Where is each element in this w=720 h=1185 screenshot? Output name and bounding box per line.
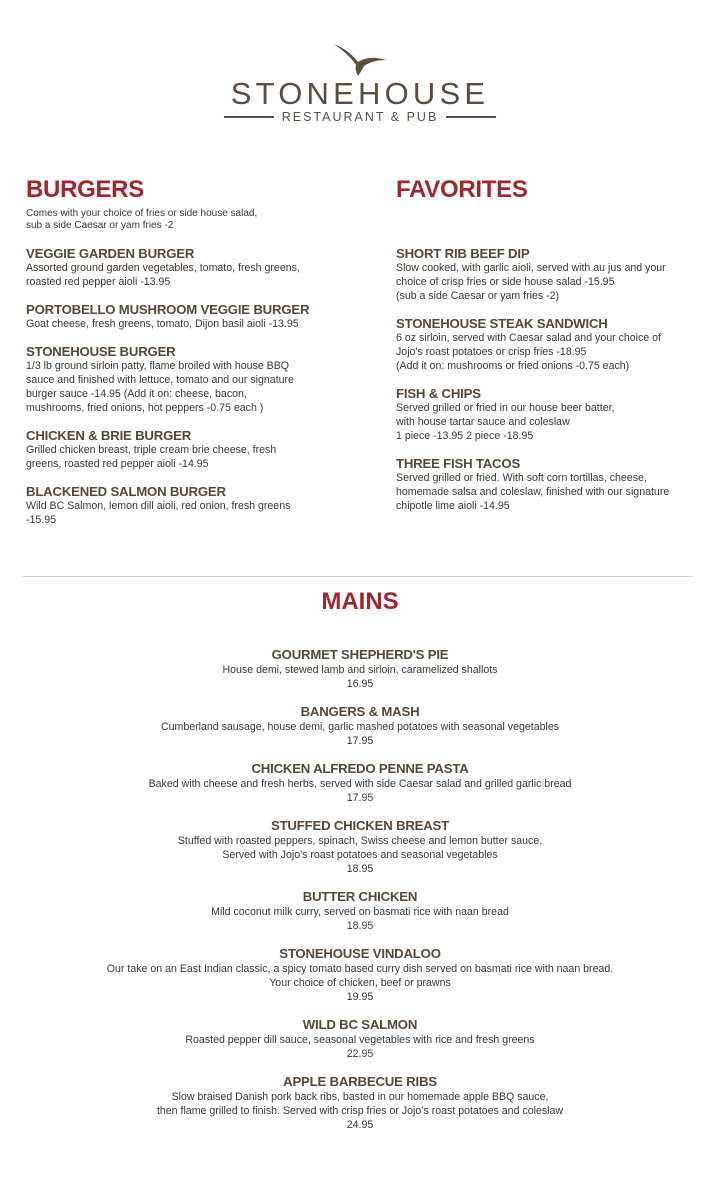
menu-item <box>396 246 720 303</box>
brand-tagline: RESTAURANT & PUB <box>281 110 439 124</box>
item-price: 19.95 <box>346 991 374 1003</box>
item-description: Served with Jojo's roast potatoes and seasonal vegetables <box>222 849 498 861</box>
burgers-section <box>26 176 356 540</box>
item-description: mushrooms, fried onions, hot peppers -0.75 each ) <box>26 402 264 414</box>
menu-item <box>0 1074 720 1132</box>
item-description: Wild BC Salmon, lemon dill aioli, red onion, fresh greens <box>26 500 291 512</box>
section-title: MAINS <box>321 588 399 615</box>
item-name: SHORT RIB BEEF DIP <box>396 246 530 261</box>
divider <box>224 116 274 118</box>
item-price: 17.95 <box>346 792 374 804</box>
item-name: APPLE BARBECUE RIBS <box>283 1074 437 1089</box>
menu-item <box>26 302 356 331</box>
menu-item <box>26 344 356 415</box>
bird-logo-icon <box>332 42 388 78</box>
menu-item <box>0 818 720 876</box>
item-description: House demi, stewed lamb and sirloin, caramelized shallots <box>222 664 498 676</box>
menu-item <box>26 484 356 527</box>
item-description: Cumberland sausage, house demi, garlic mashed potatoes with seasonal vegetables <box>160 721 560 733</box>
item-description: Grilled chicken breast, triple cream brie cheese, fresh <box>26 444 277 456</box>
item-price: 18.95 <box>346 920 374 932</box>
item-description: chipotle lime aioli -14.95 <box>396 500 510 512</box>
menu-item <box>396 316 720 373</box>
item-description: Served grilled or fried. With soft corn tortillas, cheese, <box>396 472 647 484</box>
section-title: FAVORITES <box>396 176 528 203</box>
section-intro-spacer <box>396 208 720 234</box>
item-description: with house tartar sauce and coleslaw <box>396 416 570 428</box>
item-name: BANGERS & MASH <box>300 704 420 719</box>
item-description: roasted red pepper aioli -13.95 <box>26 276 171 288</box>
brand-name: STONEHOUSE <box>230 76 490 111</box>
item-name: FISH & CHIPS <box>396 386 481 401</box>
intro-line: Comes with your choice of fries or side house salad, <box>26 208 258 219</box>
item-name: BLACKENED SALMON BURGER <box>26 484 226 499</box>
menu-item <box>0 889 720 933</box>
item-price: 17.95 <box>346 735 374 747</box>
item-description: Slow braised Danish pork back ribs, basted in our homemade apple BBQ sauce, <box>171 1091 549 1103</box>
item-description: homemade salsa and coleslaw, finished with our signature <box>396 486 670 498</box>
item-description: 6 oz sirloin, served with Caesar salad and your choice of <box>396 332 661 344</box>
item-name: STONEHOUSE VINDALOO <box>279 946 441 961</box>
item-description: Roasted pepper dill sauce, seasonal vegetables with rice and fresh greens <box>185 1034 535 1046</box>
brand-tagline-row <box>216 110 504 124</box>
item-price: 16.95 <box>346 678 374 690</box>
item-name: BUTTER CHICKEN <box>302 889 418 904</box>
menu-item <box>0 647 720 691</box>
section-intro <box>26 208 356 234</box>
menu-items <box>396 246 720 513</box>
item-name: WILD BC SALMON <box>302 1017 418 1032</box>
item-name: GOURMET SHEPHERD'S PIE <box>271 647 449 662</box>
menu-item <box>396 386 720 443</box>
menu-item <box>396 456 720 513</box>
menu-item <box>26 246 356 289</box>
item-description: Served grilled or fried in our house beer batter, <box>396 402 615 414</box>
item-description: Stuffed with roasted peppers, spinach, Swiss cheese and lemon butter sauce. <box>177 835 543 847</box>
item-description: sauce and finished with lettuce, tomato and our signature <box>26 374 294 386</box>
menu-item <box>0 946 720 1004</box>
menu-item <box>26 428 356 471</box>
item-name: STONEHOUSE BURGER <box>26 344 176 359</box>
item-description: Mild coconut milk curry, served on basmati rice with naan bread <box>211 906 509 918</box>
item-description: Slow cooked, with garlic aioli, served with au jus and your <box>396 262 666 274</box>
item-description: burger sauce -14.95 (Add it on: cheese, bacon, <box>26 388 247 400</box>
item-description: Baked with cheese and fresh herbs, served with side Caesar salad and grilled garlic bread <box>148 778 572 790</box>
item-description: choice of crisp fries or side house salad -15.95 <box>396 276 615 288</box>
item-description: (Add it on: mushrooms or fried onions -0.75 each) <box>396 360 630 372</box>
section-title: BURGERS <box>26 176 144 203</box>
item-description: Jojo's roast potatoes or crisp fries -18.95 <box>396 346 587 358</box>
item-description: greens, roasted red pepper aioli -14.95 <box>26 458 209 470</box>
item-description: Our take on an East Indian classic, a spicy tomato based curry dish served on basmati rice with naan bread. <box>106 963 614 975</box>
item-name: CHICKEN & BRIE BURGER <box>26 428 192 443</box>
menu-item <box>0 761 720 805</box>
menu-item <box>0 704 720 748</box>
item-description: then flame grilled to finish. Served with crisp fries or Jojo’s roast potatoes and coleslaw <box>156 1105 564 1117</box>
item-name: STONEHOUSE STEAK SANDWICH <box>396 316 608 331</box>
menu-item <box>0 1017 720 1061</box>
item-name: THREE FISH TACOS <box>396 456 521 471</box>
item-description: 1/3 lb ground sirloin patty, flame broiled with house BBQ <box>26 360 290 372</box>
item-description: (sub a side Caesar or yam fries -2) <box>396 290 560 302</box>
item-description: -15.95 <box>26 514 57 526</box>
item-price: 22.95 <box>346 1048 374 1060</box>
item-description: Your choice of chicken, beef or prawns <box>269 977 451 989</box>
item-name: STUFFED CHICKEN BREAST <box>270 818 450 833</box>
item-description: Goat cheese, fresh greens, tomato, Dijon basil aioli -13.95 <box>26 318 299 330</box>
menu-items <box>26 246 356 527</box>
intro-line: sub a side Caesar or yam fries -2 <box>26 220 174 231</box>
item-description: 1 piece -13.95 2 piece -18.95 <box>396 430 534 442</box>
divider <box>446 116 496 118</box>
item-description: Assorted ground garden vegetables, tomato, fresh greens, <box>26 262 300 274</box>
item-name: VEGGIE GARDEN BURGER <box>26 246 195 261</box>
mains-section <box>0 647 720 1145</box>
item-price: 24.95 <box>346 1119 374 1131</box>
item-name: PORTOBELLO MUSHROOM VEGGIE BURGER <box>26 302 310 317</box>
favorites-section <box>396 176 720 526</box>
item-name: CHICKEN ALFREDO PENNE PASTA <box>251 761 469 776</box>
section-divider <box>22 576 693 577</box>
item-price: 18.95 <box>346 863 374 875</box>
